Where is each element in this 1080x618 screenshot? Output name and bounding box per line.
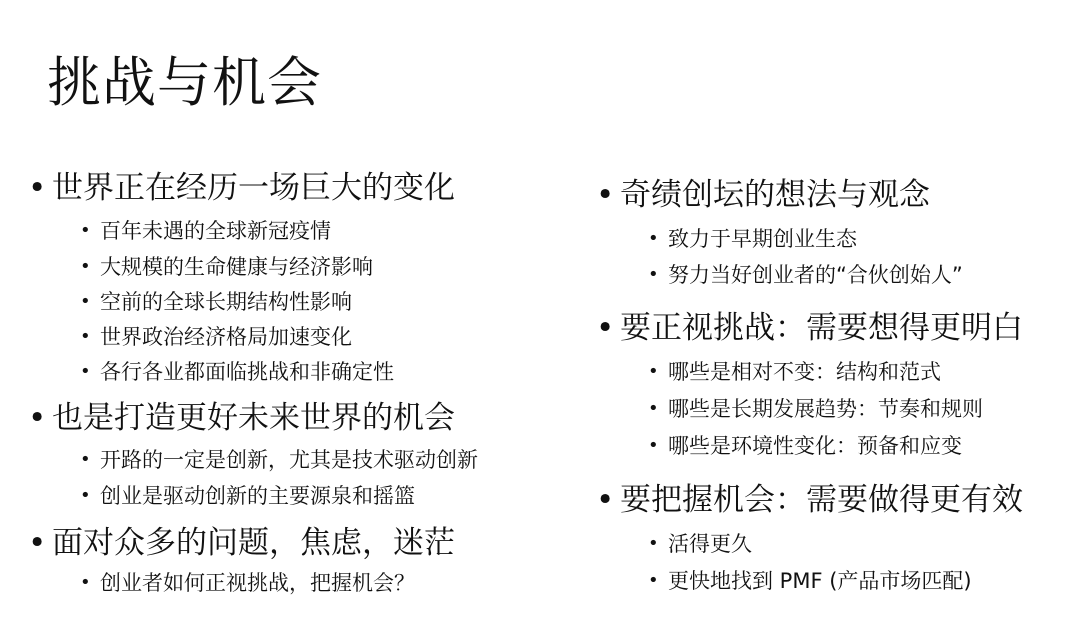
left-item [80, 322, 352, 352]
heading-text: 面对众多的问题，焦虑，迷茫 [52, 525, 455, 561]
bullet-icon: • [648, 570, 659, 591]
bullet-icon: • [28, 170, 47, 206]
item-text: 更快地找到 PMF (产品市场匹配) [668, 569, 972, 593]
right-item [648, 394, 983, 424]
left-heading-2 [28, 398, 455, 438]
bullet-icon: • [596, 310, 615, 346]
bullet-icon: • [648, 398, 659, 419]
right-heading-1 [596, 175, 930, 215]
bullet-icon: • [28, 400, 47, 436]
bullet-icon: • [80, 220, 91, 241]
right-item [648, 224, 857, 254]
right-item [648, 529, 752, 559]
left-heading-3 [28, 523, 455, 563]
item-text: 哪些是环境性变化：预备和应变 [668, 434, 962, 458]
bullet-icon: • [596, 482, 615, 518]
item-text: 各行各业都面临挑战和非确定性 [100, 360, 394, 384]
bullet-icon: • [80, 449, 91, 470]
bullet-icon: • [648, 435, 659, 456]
bullet-icon: • [80, 291, 91, 312]
item-text: 空前的全球长期结构性影响 [100, 290, 352, 314]
item-text: 世界政治经济格局加速变化 [100, 325, 352, 349]
item-text: 努力当好创业者的“合伙创始人” [668, 263, 963, 287]
left-item [80, 287, 352, 317]
heading-text: 要正视挑战：需要想得更明白 [620, 310, 1023, 346]
right-heading-3 [596, 480, 1023, 520]
bullet-icon: • [80, 256, 91, 277]
bullet-icon: • [80, 485, 91, 506]
bullet-icon: • [80, 326, 91, 347]
bullet-icon: • [648, 533, 659, 554]
bullet-icon: • [80, 361, 91, 382]
right-item [648, 260, 963, 290]
item-text: 创业是驱动创新的主要源泉和摇篮 [100, 484, 415, 508]
slide-title: 挑战与机会 [47, 51, 322, 114]
bullet-icon: • [80, 572, 91, 593]
heading-text: 奇绩创坛的想法与观念 [620, 177, 930, 213]
left-item [80, 481, 415, 511]
item-text: 活得更久 [668, 532, 752, 556]
bullet-icon: • [596, 177, 615, 213]
left-item [80, 445, 478, 475]
heading-text: 世界正在经历一场巨大的变化 [52, 170, 455, 206]
left-item [80, 357, 394, 387]
item-text: 创业者如何正视挑战，把握机会？ [100, 571, 415, 595]
left-heading-1 [28, 168, 455, 208]
right-item [648, 357, 941, 387]
heading-text: 也是打造更好未来世界的机会 [52, 400, 455, 436]
item-text: 百年未遇的全球新冠疫情 [100, 219, 331, 243]
bullet-icon: • [648, 264, 659, 285]
item-text: 致力于早期创业生态 [668, 227, 857, 251]
right-item [648, 431, 962, 461]
item-text: 开路的一定是创新，尤其是技术驱动创新 [100, 448, 478, 472]
bullet-icon: • [28, 525, 47, 561]
item-text: 哪些是相对不变：结构和范式 [668, 360, 941, 384]
left-item [80, 568, 415, 598]
left-item [80, 252, 373, 282]
item-text: 哪些是长期发展趋势：节奏和规则 [668, 397, 983, 421]
bullet-icon: • [648, 361, 659, 382]
left-item [80, 216, 331, 246]
item-text: 大规模的生命健康与经济影响 [100, 255, 373, 279]
right-heading-2 [596, 308, 1023, 348]
right-item [648, 566, 972, 596]
bullet-icon: • [648, 228, 659, 249]
heading-text: 要把握机会：需要做得更有效 [620, 482, 1023, 518]
